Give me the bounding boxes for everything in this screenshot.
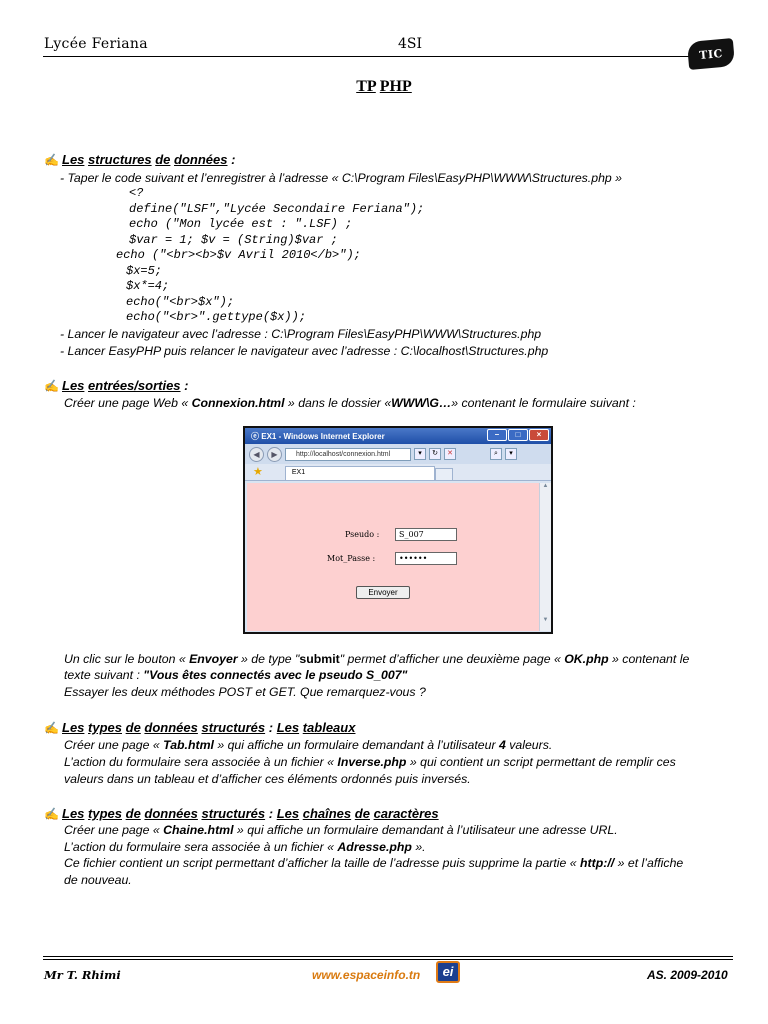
- code-line: $x*=4;: [126, 279, 170, 293]
- password-label: Mot_Passe :: [327, 554, 376, 563]
- ie-icon: ⓔ: [251, 432, 259, 441]
- pen-icon: ✍: [44, 806, 59, 821]
- section-arrays-heading: ✍ Les types de données structurés : Les tableaux: [44, 720, 356, 735]
- section-io-heading: ✍ Les entrées/sorties :: [44, 378, 189, 393]
- browser-screenshot: [243, 426, 553, 634]
- browser-tab[interactable]: EX1: [285, 466, 435, 480]
- code-line: define("LSF","Lycée Secondaire Feriana");: [129, 202, 425, 216]
- header-class: 4SI: [398, 36, 423, 52]
- chevron-down-icon[interactable]: ▾: [414, 448, 426, 460]
- code-line: echo ("Mon lycée est : ".LSF) ;: [129, 217, 353, 231]
- minimize-icon[interactable]: –: [487, 429, 507, 441]
- code-line: <?: [129, 186, 144, 200]
- pen-icon: ✍: [44, 152, 59, 167]
- espaceinfo-logo: ei: [436, 961, 460, 983]
- back-icon[interactable]: ◀: [249, 447, 264, 462]
- section2-after2: texte suivant : "Vous êtes connectés avec le pseudo S_007": [64, 668, 408, 682]
- new-tab-button[interactable]: [435, 468, 453, 480]
- code-line: echo ("<br><b>$v Avril 2010</b>");: [116, 248, 361, 262]
- section2-after1: Un clic sur le bouton « Envoyer » de type "submit" permet d’afficher une deuxième page « OK.php » contenant le: [64, 652, 690, 666]
- chevron-down-icon[interactable]: ▾: [505, 448, 517, 460]
- section3-line2: L’action du formulaire sera associée à un fichier « Inverse.php » qui contient un script permettant de remplir ces: [64, 755, 676, 769]
- search-icon[interactable]: ⌕: [490, 448, 502, 460]
- maximize-icon[interactable]: □: [508, 429, 528, 441]
- browser-page-content: [247, 483, 539, 631]
- section1-step3: - Lancer EasyPHP puis relancer le navigateur avec l’adresse : C:\localhost\Structures.php: [60, 344, 549, 358]
- code-line: echo("<br>$x");: [126, 295, 235, 309]
- pseudo-input[interactable]: S_007: [395, 528, 457, 541]
- section-structures-heading: ✍ Les structures de données :: [44, 152, 236, 167]
- password-input[interactable]: ••••••: [395, 552, 457, 565]
- browser-tabbar: [245, 464, 551, 481]
- forward-icon[interactable]: ▶: [267, 447, 282, 462]
- tic-logo: TIC: [687, 38, 735, 70]
- section4-line1: Créer une page « Chaine.html » qui affiche un formulaire demandant à l’utilisateur une adresse URL.: [64, 823, 618, 837]
- section1-step2: - Lancer le navigateur avec l’adresse : C:\Program Files\EasyPHP\WWW\Structures.php: [60, 327, 542, 341]
- section1-intro: - Taper le code suivant et l’enregistrer à l’adresse « C:\Program Files\EasyPHP\WWW\Structures.php »: [60, 171, 622, 185]
- refresh-icon[interactable]: ↻: [429, 448, 441, 460]
- favorites-star-icon[interactable]: ★: [253, 466, 263, 478]
- footer-divider: [43, 956, 733, 957]
- browser-navbar: [245, 444, 551, 464]
- scroll-up-icon[interactable]: ▲: [542, 483, 549, 489]
- footer-divider: [43, 959, 733, 960]
- section4-line2: L’action du formulaire sera associée à un fichier « Adresse.php ».: [64, 840, 426, 854]
- section-strings-heading: ✍ Les types de données structurés : Les chaînes de caractères: [44, 806, 439, 821]
- pseudo-label: Pseudo :: [345, 530, 380, 539]
- section4-line3: Ce fichier contient un script permettant d’afficher la taille de l’adresse puis supprime la partie « http:// » et l’affiche: [64, 856, 684, 870]
- code-line: echo("<br>".gettype($x));: [126, 310, 307, 324]
- scrollbar[interactable]: [539, 483, 551, 631]
- pen-icon: ✍: [44, 378, 59, 393]
- close-icon[interactable]: ×: [529, 429, 549, 441]
- header-divider: [43, 56, 691, 57]
- footer-author: Mr T. Rhimi: [44, 968, 121, 982]
- section2-intro: Créer une page Web « Connexion.html » dans le dossier «WWW\G…» contenant le formulaire suivant :: [64, 396, 636, 410]
- address-bar[interactable]: http://localhost/connexion.html: [285, 448, 411, 461]
- browser-titlebar: ⓔ EX1 - Windows Internet Explorer – □ ×: [245, 428, 551, 444]
- stop-icon[interactable]: ✕: [444, 448, 456, 460]
- section3-line1: Créer une page « Tab.html » qui affiche un formulaire demandant à l’utilisateur 4 valeurs.: [64, 738, 553, 752]
- code-line: $x=5;: [126, 264, 163, 278]
- header-school: Lycée Feriana: [44, 36, 148, 52]
- submit-button[interactable]: Envoyer: [356, 586, 410, 599]
- section2-after3: Essayer les deux méthodes POST et GET. Que remarquez-vous ?: [64, 685, 426, 699]
- code-line: $var = 1; $v = (String)$var ;: [129, 233, 338, 247]
- section3-line3: valeurs dans un tableau et d’afficher ces éléments ordonnés puis inversés.: [64, 772, 471, 786]
- pen-icon: ✍: [44, 720, 59, 735]
- section4-line4: de nouveau.: [64, 873, 132, 887]
- page-title: TP PHP: [356, 78, 412, 95]
- footer-year: AS. 2009-2010: [647, 968, 728, 982]
- scroll-down-icon[interactable]: ▼: [542, 617, 549, 623]
- footer-site-link[interactable]: www.espaceinfo.tn: [312, 968, 421, 982]
